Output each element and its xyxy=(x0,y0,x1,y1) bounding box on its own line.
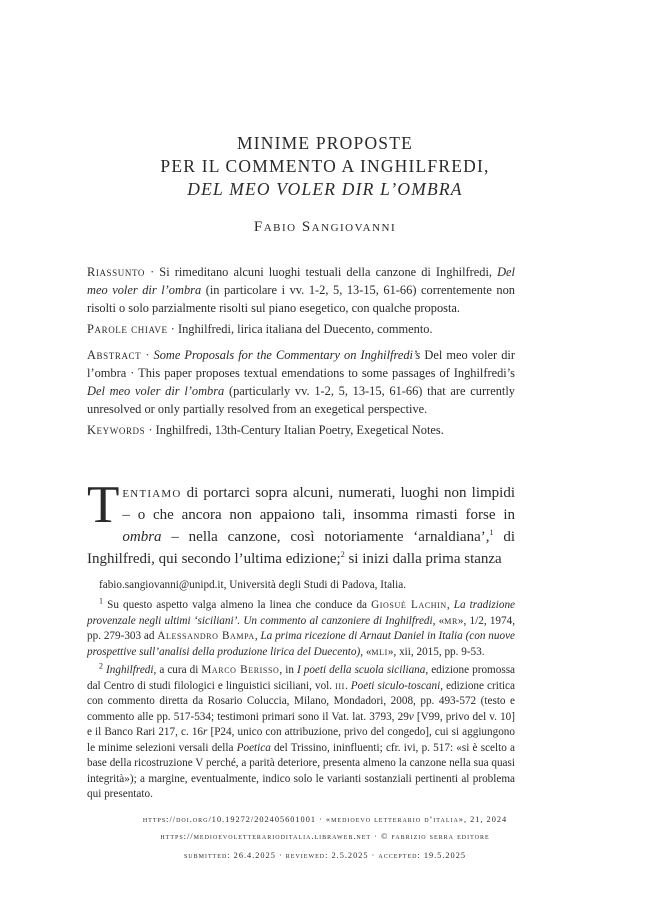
footer-dates: submitted: 26.4.2025 · reviewed: 2.5.2025 · accepted: 19.5.2025 xyxy=(183,851,467,860)
parole-chiave-label: Parole chiave xyxy=(87,322,168,336)
footnotes xyxy=(87,598,515,803)
author-name: Fabio Sangiovanni xyxy=(253,219,397,235)
footnote-2: $^2$ Inghilfredi, a cura di Marco Berisso, in I poeti della scuola siciliana, edizione promossa dal Centro di studi filologici e linguistici siciliani, vol. iii. Poeti siculo-toscani, edizione critica con commento diretta da Rosario Coluccia, Milano, Mondadori, 2008, pp. 493-572 (testo e commento alle pp. 517-534; testimoni primari sono il Vat. lat. 3793, 29v [V99, privo del v. 10] e il Banco Rari 217, c. 16r [P24, unico con attribuzione, privo del congedo], cui si aggiungono le minime selezioni versali della Poetica del Trissino, ininfluenti; cfr. ivi, p. 517: «si è scelto a base della ricostruzione V perché, a parità deteriore, presenta almeno la canzone nella sua quasi integrità»); a margine, eventualmente, indico solo le varianti sostanziali pertinenti al problema qui presentato. xyxy=(87,661,516,800)
riassunto-label: Riassunto xyxy=(87,265,146,279)
keywords-paragraph: Keywords · Inghilfredi, 13th-Century Italian Poetry, Exegetical Notes. xyxy=(87,423,444,437)
title-line-1: MINIME PROPOSTE xyxy=(236,133,413,153)
keywords-label: Keywords xyxy=(87,423,146,437)
article-title xyxy=(0,132,650,201)
footer-doi[interactable]: https://doi.org/10.19272/202405601001 · «medioevo letterario d’italia», 21, 2024 xyxy=(142,815,508,824)
title-line-3: DEL MEO VOLER DIR L’OMBRA xyxy=(187,179,463,199)
drop-cap: T xyxy=(87,476,120,534)
abstract-paragraph: Abstract · Some Proposals for the Commentary on Inghilfredi’s Del meo voler dir l’ombra · This paper proposes textual emendations to some passages of Inghilfredi’s Del meo voler dir l’ombra (particularly vv. 1-2, 5, 13-15, 61-66) that are currently unresolved or only partially resolved from an exegetical perspective. xyxy=(87,348,515,416)
author-email: fabio.sangiovanni@unipd.it, Università degli Studi di Padova, Italia. xyxy=(99,579,407,591)
footnote-ref-1[interactable]: 1 xyxy=(489,528,494,537)
riassunto-paragraph: Riassunto · Si rimeditano alcuni luoghi testuali della canzone di Inghilfredi, Del meo voler dir l’ombra (in particolare i vv. 1-2, 5, 13-15, 61-66) correntemente non risolti o solo parzialmente risolti sul piano esegetico, con qualche proposta. xyxy=(87,265,516,315)
footer-website[interactable]: https://medioevoletterarioditalia.libraweb.net · © fabrizio serra editore xyxy=(160,832,490,841)
abstract-block xyxy=(87,263,515,439)
abstract-label: Abstract xyxy=(87,348,142,362)
parole-chiave-paragraph: Parole chiave · Inghilfredi, lirica italiana del Duecento, commento. xyxy=(87,322,433,336)
body-paragraph: Tentiamo di portarci sopra alcuni, numerati, luoghi non limpidi – o che ancora non appaiono tali, insomma rimasti forse in ombra – nella canzone, così notoriamente ‘arnaldiana’,$^1$ di Inghilfredi, qui secondo l’ultima edizione;$^2$ si inizi dalla prima stanza xyxy=(87,476,515,567)
footnote-1: $^1$ Su questo aspetto valga almeno la linea che conduce da Giosuè Lachin, La tradizione provenzale negli ultimi ‘siciliani’. Un commento al canzoniere di Inghilfredi, «mr», 1/2, 1974, pp. 279-303 ad Alessandro Bampa, La prima ricezione di Arnaut Daniel in Italia (con nuove prospettive sull’analisi della produzione lirica del Duecento), «mli», xii, 2015, pp. 9-53. xyxy=(87,596,516,658)
title-line-2: PER IL COMMENTO A INGHILFREDI, xyxy=(160,156,490,176)
footnote-ref-2[interactable]: 2 xyxy=(340,550,345,559)
